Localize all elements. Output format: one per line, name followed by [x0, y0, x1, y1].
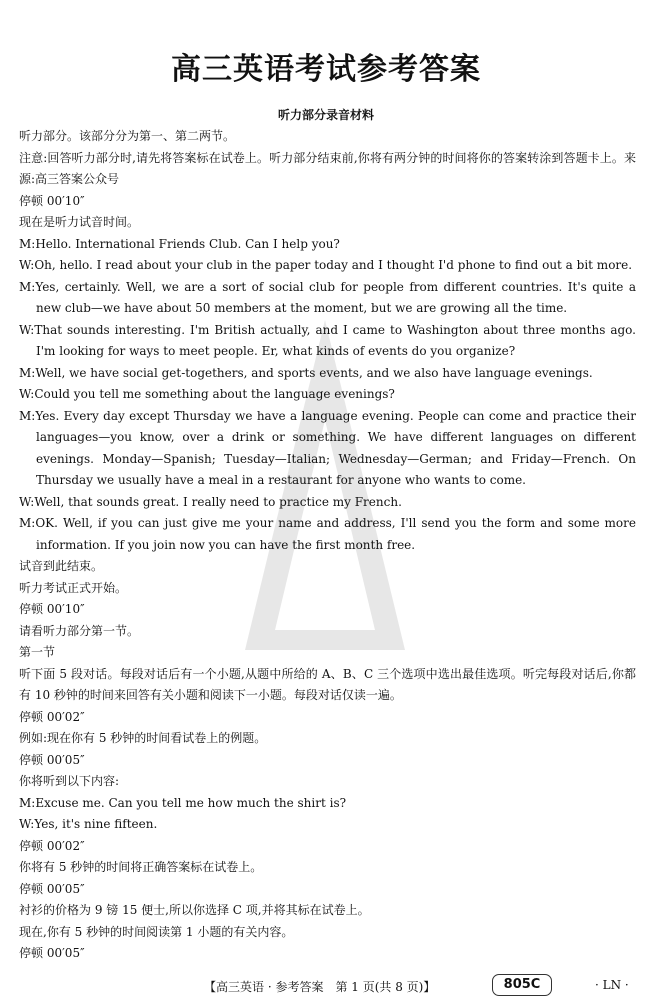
dialogue-line: M:Hello. International Friends Club. Can I help you? [19, 236, 340, 251]
text-paragraph: 听下面 5 段对话。每段对话后有一个小题,从题中所给的 A、B、C 三个选项中选出最佳选项。听完每段对话后,你都有 10 秒钟的时间来回答有关小题和阅读下一小题。每段对话仅读一遍。 [19, 666, 636, 702]
text-line: 现在是听力试音时间。 [19, 215, 140, 229]
section-heading: 第一节 [19, 645, 56, 659]
text-line: 现在,你有 5 秒钟的时间阅读第 1 小题的有关内容。 [19, 924, 294, 939]
page-title: 高三英语考试参考答案 [171, 52, 481, 87]
dialogue-line: W:Well, that sounds great. I really need to practice my French. [19, 494, 402, 509]
dialogue-line: M:Yes, certainly. Well, we are a sort of social club for people from different countries. It's quite a new club—we have about 50 members at the moment, but we are growing all the time. [19, 279, 636, 315]
pause-marker: 停顿 00′05″ [19, 752, 85, 767]
dialogue-line: W:Yes, it's nine fifteen. [19, 817, 158, 831]
pause-marker: 停顿 00′05″ [19, 881, 85, 896]
dialogue-line: M:Well, we have social get-togethers, and sports events, and we also have language evenings. [19, 365, 593, 380]
text-line: 试音到此结束。 [19, 559, 104, 573]
footer-page-info: 【高三英语 · 参考答案 第 1 页(共 8 页)】 [204, 980, 436, 994]
text-line: 衬衫的价格为 9 镑 15 便士,所以你选择 C 项,并将其标在试卷上。 [19, 903, 370, 917]
text-line: 请看听力部分第一节。 [19, 623, 140, 638]
exam-code-badge: 805C [492, 974, 552, 996]
page-footer [0, 974, 652, 998]
dialogue-line: M:OK. Well, if you can just give me your name and address, I'll send you the form and some more information. If you join now you can have the first month free. [19, 516, 636, 552]
dialogue-line: W:Oh, hello. I read about your club in the paper today and I thought I'd phone to find out a bit more. [19, 258, 633, 272]
pause-marker: 停顿 00′10″ [19, 602, 85, 616]
text-line: 你将听到以下内容: [19, 774, 120, 788]
text-line: 你将有 5 秒钟的时间将正确答案标在试卷上。 [19, 860, 263, 874]
text-line: 听力部分。该部分分为第一、第二两节。 [19, 129, 236, 143]
pause-marker: 停顿 00′10″ [19, 193, 85, 208]
pause-marker: 停顿 00′02″ [19, 709, 85, 724]
transcript-body [19, 126, 636, 965]
pause-marker: 停顿 00′02″ [19, 838, 85, 853]
dialogue-line: W:That sounds interesting. I'm British actually, and I came to Washington about three months ago. I'm looking for ways to meet people. Er, what kinds of events do you organize? [19, 322, 636, 358]
dialogue-line: M:Excuse me. Can you tell me how much the shirt is? [19, 795, 347, 810]
pause-marker: 停顿 00′05″ [19, 946, 85, 960]
text-line: 例如:现在你有 5 秒钟的时间看试卷上的例题。 [19, 731, 267, 745]
text-line: 听力考试正式开始。 [19, 580, 128, 595]
dialogue-line: M:Yes. Every day except Thursday we have a language evening. People can come and practice their languages—you know, over a drink or something. We have different languages on different evenings. Monday—Spanish; Tuesday—Italian; Wednesday—German; and Friday—French. On Thursday we usually have a meal in a restaurant for anyone who wants to come. [19, 408, 636, 487]
footer-region-tag: · LN · [595, 978, 629, 992]
text-paragraph: 注意:回答听力部分时,请先将答案标在试卷上。听力部分结束前,你将有两分钟的时间将你的答案转涂到答题卡上。来源:高三答案公众号 [19, 150, 636, 186]
section-subtitle: 听力部分录音材料 [277, 108, 374, 122]
dialogue-line: W:Could you tell me something about the language evenings? [19, 387, 395, 401]
